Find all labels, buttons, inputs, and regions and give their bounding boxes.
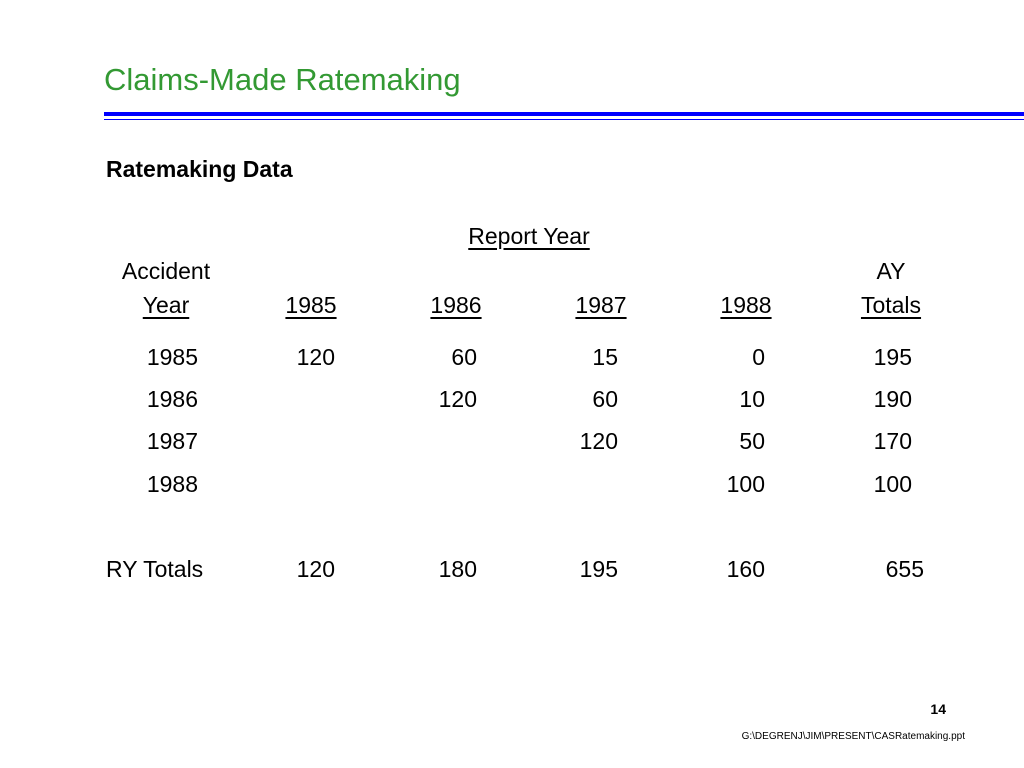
value-cell: 50 — [739, 428, 765, 454]
slide-subtitle: Ratemaking Data — [106, 156, 293, 182]
ay-total-cell: 100 — [873, 471, 912, 497]
title-rule-thin — [104, 119, 1024, 120]
ay-label: AY — [876, 258, 906, 284]
report-year-1988: 1988 — [720, 292, 772, 318]
slide-title: Claims-Made Ratemaking — [104, 62, 461, 97]
value-cell: 120 — [296, 344, 335, 370]
ay-total-cell: 190 — [873, 386, 912, 412]
report-year-1986: 1986 — [430, 292, 482, 318]
accident-year-cell: 1988 — [146, 471, 198, 497]
ry-total-cell: 120 — [296, 556, 335, 582]
value-cell: 60 — [451, 344, 477, 370]
ry-total-cell: 195 — [579, 556, 618, 582]
report-year-1985: 1985 — [285, 292, 337, 318]
accident-year-cell: 1986 — [146, 386, 198, 412]
report-year-1987: 1987 — [575, 292, 627, 318]
ay-total-cell: 195 — [873, 344, 912, 370]
value-cell: 15 — [592, 344, 618, 370]
ry-total-cell: 160 — [726, 556, 765, 582]
accident-year-cell: 1987 — [146, 428, 198, 454]
title-rule-thick — [104, 112, 1024, 116]
accident-label: Accident — [121, 258, 211, 284]
value-cell: 120 — [579, 428, 618, 454]
ry-total-cell: 180 — [438, 556, 477, 582]
ry-totals-label: RY Totals — [106, 556, 204, 582]
value-cell: 60 — [592, 386, 618, 412]
value-cell: 10 — [739, 386, 765, 412]
file-path: G:\DEGRENJ\JIM\PRESENT\CASRatemaking.ppt — [741, 731, 965, 742]
year-label: Year — [142, 292, 190, 318]
value-cell: 100 — [726, 471, 765, 497]
grand-total-cell: 655 — [885, 556, 924, 582]
totals-label: Totals — [860, 292, 922, 318]
ay-total-cell: 170 — [873, 428, 912, 454]
report-year-header: Report Year — [468, 223, 590, 249]
page-number: 14 — [930, 701, 946, 717]
value-cell: 120 — [438, 386, 477, 412]
value-cell: 0 — [752, 344, 765, 370]
accident-year-cell: 1985 — [146, 344, 198, 370]
